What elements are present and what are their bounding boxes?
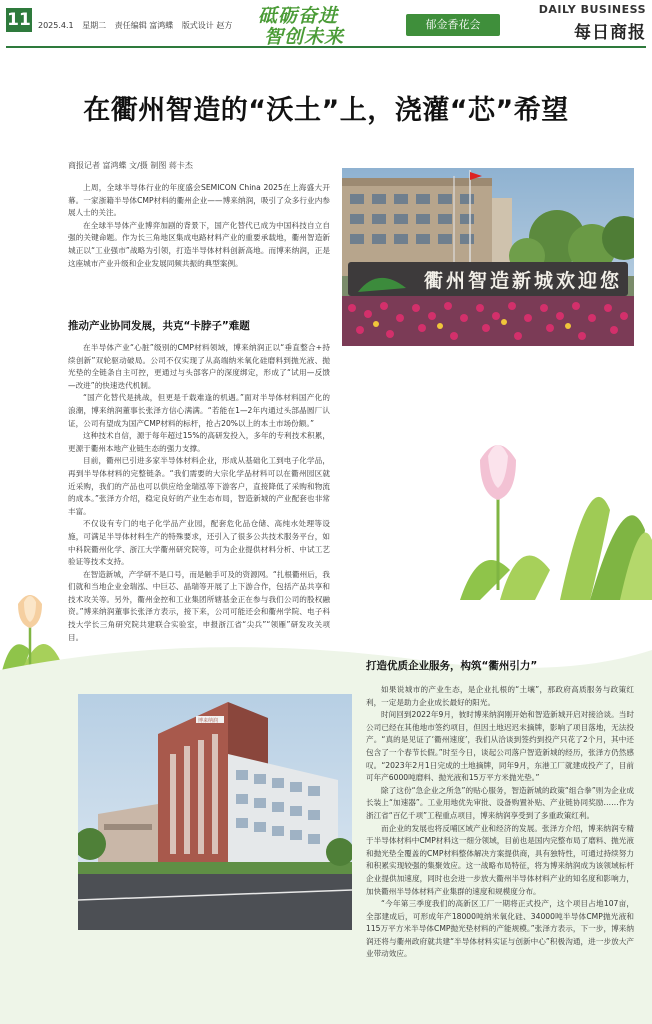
section2-body [366,684,634,961]
section2-paragraph: 除了这份“急企业之所急”的贴心服务，智造新城的政策“组合拳”则为企业成长装上“加速器”。工业用地优先审批、设备购置补贴、产业链协同奖励……作为浙江省“百亿千项”工程重点项目，博来纳润享受到了多重政策红利。 [366,785,634,820]
section1-body [68,342,330,644]
slogan-line1: 砥砺奋进 [258,5,339,27]
factory-photo [78,694,352,930]
section2-paragraph: 如果说城市的产业生态，是企业扎根的“土壤”，那政府高质服务与政策红利，一定是助力企业成长最好的阳光。 [366,685,634,707]
city-sign-photo [342,168,634,346]
slogan-logo [258,6,394,50]
intro-paragraph: 上周，全球半导体行业的年度盛会SEMICON China 2025在上海盛大开幕。一家浙籍半导体CMP材料的衢州企业——博来纳润，吸引了众多行业内参展人士的关注。 [68,183,330,218]
article-title: 在衢州智造的“沃土”上，浇灌“芯”希望 [83,95,569,126]
header-rule [6,46,646,48]
section1-paragraph: 目前，衢州已引进多家半导体材料企业，形成从基础化工到电子化学品，再到半导体材料的完整链条。“我们需要的大宗化学品材料可以在衢州园区就近采购，我们的产品也可以供应给金瑞泓等下游客户，直接降低了采购和物流的成本。”张泽方介绍，稳定良好的产业生态布局，智造新城的产业配套也非常丰富。 [68,456,330,516]
section2-heading: 打造优质企业服务，构筑“衢州引力” [366,660,538,672]
responsible-editor: 责任编辑 富鸿蝶 [114,21,174,30]
section2-paragraph: 时间回到2022年9月，彼时博来纳润刚开始和智造新城开启对接洽谈。当时公司已经在其他地市签约项目，但因土地迟迟未摘牌，影响了项目落地，无法投产。“真的是见证了‘衢州速度’，我们从洽谈到签约到投产只花了2个月，其中还包含了一个春节长假。”时至今日，谈起公司落户智造新城的经历，张泽方仍然感叹。“2023年2月1日完成的土地摘牌，同年9月，东港工厂就建成投产了，目前可年产6000吨磨料、抛光液和15万平方米抛光垫。” [366,710,634,783]
section1-paragraph: “国产化替代是挑战，但更是千载难逢的机遇。”面对半导体材料国产化的浪潮，博来纳润董事长张泽方信心满满。“若能在1—2年内通过头部晶圆厂认证，公司有望成为国产CMP材料的标杆，抢占20%以上的本土市场份额。” [68,393,330,428]
tulip-decoration-right [440,420,652,600]
paper-name-cn: 每日商报 [574,23,646,43]
city-sign-illustration [342,168,634,346]
section-ribbon: 郁金香花会 [406,14,500,36]
issue-date: 2025.4.1 [38,21,74,30]
issue-meta [38,20,238,31]
intro-paragraph: 在全球半导体产业博弈加剧的背景下，国产化替代已成为中国科技自立自强的关键命题。作为长三角地区集成电路材料产业的重要承载地，衢州智造新城正以“工业强市”战略为引领，打造半导体材料创新高地。而博来纳润，正是这座城市产业升级和企业发展同频共振的典型案例。 [68,220,330,268]
section1-paragraph: 在智造新城，产学研不是口号，而是触手可及的资源网。“扎根衢州后，我们就和当地企业金瑞泓、中巨芯、晶瑞等开展了上下游合作，包括产品共享和技术攻关等。另外，衢州金控和工业集团所辖基金正在参与我们公司的股权融资。”博来纳润董事长张泽方表示，接下来，公司可能还会和衢州学院、电子科技大学长三角研究院共建联合实验室，申报浙江省“尖兵”“领雁”研发攻关项目。 [68,569,330,642]
section1-paragraph: 在半导体产业“心脏”级别的CMP材料领域，博来纳润正以“垂直整合+持续创新”双轮驱动破局。公司不仅实现了从高端纳米氧化硅磨料到抛光液、抛光垫的全链条自主可控，更通过与头部客户的深度绑定，形成了“试用—反馈—改进”的快速迭代机制。 [68,343,330,390]
paper-name-en: DAILY BUSINESS [538,3,646,16]
layout-designer: 版式设计 赵方 [181,21,233,30]
section2-column [366,658,634,673]
section1-column [68,318,330,333]
section1-paragraph: 这种技术自信，源于每年超过15%的高研发投入，多年的专利技术积累，更源于衢州本地产业链生态的强力支撑。 [68,431,330,453]
article-byline: 商报记者 富鸿蝶 文/摄 制图 蒋卡杰 [68,161,193,170]
section2-paragraph: “今年第三季度我们的高新区工厂一期将正式投产，这个项目占地107亩，全部建成后，可形成年产18000吨纳米氧化硅、34000吨半导体CMP抛光液和115万平方米半导体CMP抛光垫材料的产能规模。”张泽方表示，下一步，博来纳润还将与衢州政府就共建“半导体材料实证与创新中心”积极沟通，进一步放大产业带动效应。 [366,899,634,959]
building-sign: 博来纳润 [198,718,219,724]
factory-illustration [78,694,352,930]
page-number: 11 [7,10,31,30]
section1-heading: 推动产业协同发展，共克“卡脖子”难题 [68,320,250,332]
issue-weekday: 星期二 [82,21,107,30]
section1-paragraph: 不仅设有专门的电子化学品产业园，配套危化品仓储、高纯水处理等设施，可满足半导体材料生产的特殊要求，还引入了很多公共技术服务平台，如中科院衢州化学、浙江大学衢州研究院等，可为企业提供材料分析、中试工艺验证等技术支持。 [68,519,330,567]
slogan-line2: 智创未来 [264,26,345,48]
section2-paragraph: 而企业的发展也将反哺区域产业和经济的发展。张泽方介绍，博来纳润专精于半导体材料中CMP材料这一细分领域，目前也是国内完整布局了磨料、抛光液和抛光垫全覆盖的CMP材料整体解决方案提供商，具有独特性，可通过持续努力和积累实现较强的集聚效应。这一战略布局特征，将为博来纳润成为该领域标杆企业提供加速度，同时也会进一步放大衢州半导体材料产业的知名度和影响力，加快衢州半导体材料产业集群的速度和规模度分布。 [366,823,634,896]
city-sign-text: 衢州智造新城欢迎您 [424,270,623,292]
intro-column [68,182,330,270]
